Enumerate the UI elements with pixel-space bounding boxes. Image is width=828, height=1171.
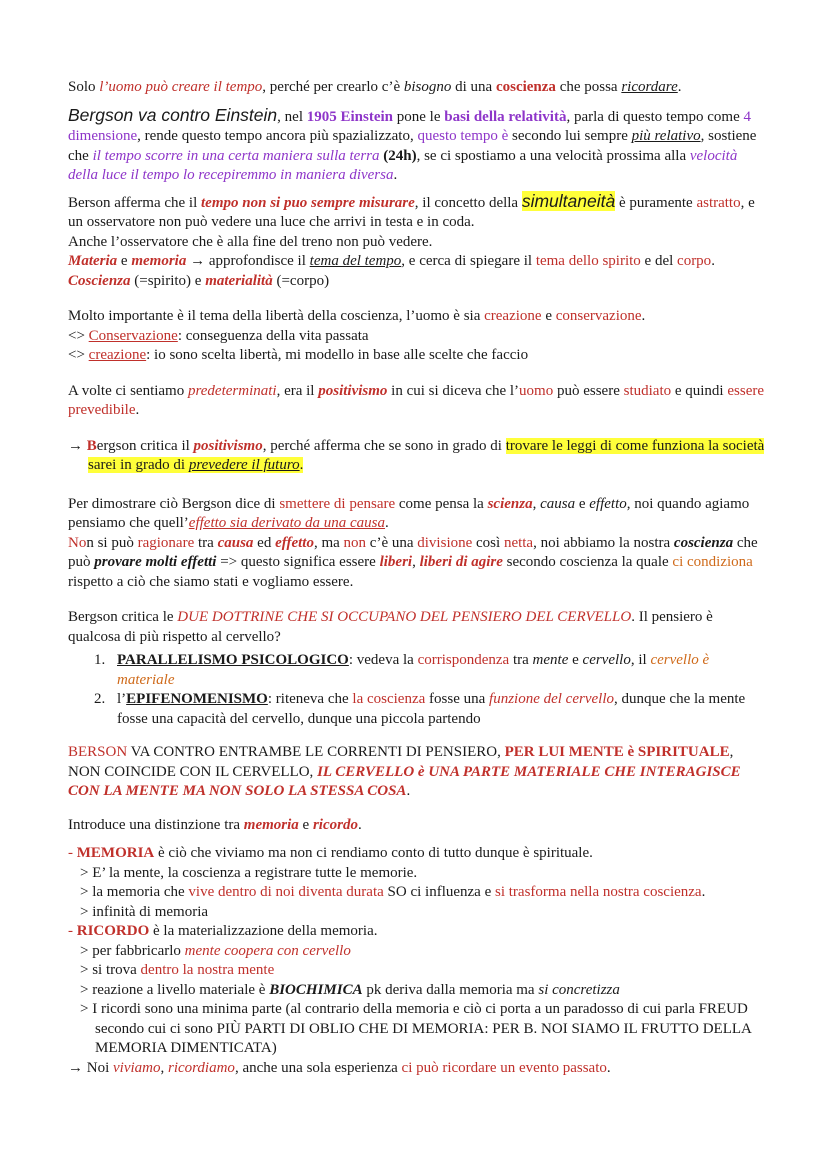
text: Molto importante è il tema della libertà della coscienza, l’uomo è sia bbox=[68, 308, 485, 324]
list-number: 1. bbox=[94, 652, 106, 668]
text: e bbox=[541, 308, 556, 324]
text: , noi abbiamo la nostra bbox=[533, 534, 674, 551]
text: DUE DOTTRINE CHE SI OCCUPANO DEL PENSIERO DEL CERVELLO bbox=[177, 609, 632, 625]
paragraph-positivismo bbox=[68, 382, 768, 421]
text: Conservazione bbox=[88, 327, 178, 344]
text: effetto bbox=[589, 495, 627, 512]
text: > la memoria che bbox=[80, 884, 189, 900]
text: . bbox=[135, 402, 140, 418]
text: come pensa la bbox=[395, 495, 488, 512]
text: ricordo bbox=[312, 816, 358, 833]
text: e bbox=[117, 253, 132, 269]
paragraph-creazione bbox=[68, 346, 768, 366]
text: Berson afferma che il bbox=[68, 194, 202, 211]
text: <> bbox=[68, 347, 89, 363]
text: , era il bbox=[276, 382, 319, 399]
text: essere prevedibile bbox=[68, 382, 765, 418]
memoria-point: > E’ la mente, la coscienza a registrare tutte le memorie. bbox=[80, 864, 418, 881]
text: coscienza bbox=[673, 534, 734, 551]
paragraph-distinzione bbox=[68, 816, 768, 836]
text: scienza bbox=[487, 495, 533, 512]
text: vive dentro di noi diventa durata bbox=[188, 884, 384, 900]
memoria-point: > infinità di memoria bbox=[80, 903, 209, 920]
text: di una bbox=[451, 79, 496, 95]
text: . Il pensiero è qualcosa di più rispetto al cervello? bbox=[68, 609, 713, 645]
text: l’uomo può creare il tempo bbox=[99, 79, 263, 95]
text: A volte ci sentiamo bbox=[68, 382, 188, 399]
arrow-icon: → bbox=[68, 1059, 87, 1076]
text: VA CONTRO ENTRAMBE LE CORRENTI DI PENSIERO, bbox=[127, 744, 505, 760]
text: . bbox=[641, 308, 646, 324]
text: (24h) bbox=[383, 147, 417, 164]
paragraph-conclusion bbox=[68, 1059, 768, 1079]
highlight-text: simultaneità bbox=[521, 190, 616, 211]
text: 4 dimensione bbox=[68, 108, 752, 144]
text: c’è una bbox=[366, 534, 418, 551]
text: <> bbox=[68, 327, 89, 344]
text: studiato bbox=[623, 382, 672, 399]
text: , e cerca di spiegare il bbox=[401, 253, 536, 269]
text: memoria bbox=[243, 816, 299, 833]
text: . bbox=[677, 79, 682, 95]
text: corrispondenza bbox=[417, 652, 510, 668]
ricordo-heading bbox=[68, 922, 768, 942]
text: 1905 Einstein bbox=[306, 108, 393, 125]
text: MEMORIA bbox=[76, 845, 155, 861]
text: => questo significa essere bbox=[216, 554, 380, 570]
text: SO ci influenza e bbox=[383, 884, 495, 900]
text: smettere di pensare bbox=[279, 495, 396, 512]
paragraph-time-creation bbox=[68, 78, 768, 98]
text: . bbox=[701, 884, 706, 900]
memoria-point bbox=[68, 883, 768, 903]
text: è la materializzazione della memoria. bbox=[149, 923, 378, 939]
list-item bbox=[68, 690, 768, 729]
text: : riteneva che bbox=[267, 691, 353, 707]
text: , noi quando agiamo pensiamo che quell’ bbox=[68, 495, 750, 531]
text: Noi bbox=[86, 1059, 113, 1076]
highlight-text: trovare le leggi di come funziona la società sarei in grado di bbox=[88, 437, 765, 473]
text: dentro la nostra mente bbox=[140, 962, 275, 978]
text: causa bbox=[217, 534, 254, 551]
list-number: 2. bbox=[94, 691, 106, 707]
text: può essere bbox=[553, 382, 624, 399]
text: > si trova bbox=[80, 962, 141, 978]
text: Materia bbox=[68, 253, 118, 269]
highlight-text: prevedere il futuro bbox=[188, 457, 300, 473]
text: IL CERVELLO è UNA PARTE MATERIALE CHE INTERAGISCE CON LA MENTE MA NON SOLO LA STESSA COSA bbox=[68, 763, 741, 799]
paragraph-simultaneity bbox=[68, 192, 768, 233]
list-item bbox=[68, 651, 768, 690]
paragraph-freedom bbox=[68, 307, 768, 327]
text: si trasforma nella nostra coscienza bbox=[495, 884, 702, 900]
text: . bbox=[357, 816, 362, 833]
text: ed bbox=[253, 534, 276, 551]
text: l’ bbox=[117, 691, 127, 707]
text: . bbox=[406, 783, 411, 799]
text: fosse una bbox=[425, 691, 490, 707]
text: pk deriva dalla memoria ma bbox=[362, 981, 539, 998]
ricordo-point: > I ricordi sono una minima parte (al contrario della memoria e ciò ci porta a un paradosso di cui parla FREUD secondo cui ci sono PIÙ PARTI DI OBLIO CHE DI MEMORIA: PER B. NOI SIAMO IL FRUTTO DELLA MEMORIA DIMENTICATA) bbox=[80, 1001, 752, 1056]
text: ragionare bbox=[137, 534, 195, 551]
text: , NON COINCIDE CON IL CERVELLO, bbox=[68, 744, 734, 780]
text: mente bbox=[532, 652, 569, 668]
paragraph-conservazione bbox=[68, 327, 768, 347]
text: BIOCHIMICA bbox=[269, 981, 363, 998]
doctrines-list bbox=[68, 651, 768, 729]
text: : conseguenza della vita passata bbox=[177, 327, 369, 344]
text: ricordare bbox=[621, 79, 678, 95]
text: è puramente bbox=[615, 194, 697, 211]
text: e quindi bbox=[671, 382, 728, 399]
text: è ciò che viviamo ma non ci rendiamo conto di tutto dunque è spirituale. bbox=[154, 845, 593, 861]
text: la coscienza bbox=[352, 691, 426, 707]
text: : io sono scelta libertà, mi modello in base alle scelte che faccio bbox=[146, 347, 529, 363]
text: Per dimostrare ciò Bergson dice di bbox=[68, 495, 280, 512]
text: , sostiene che bbox=[68, 128, 757, 164]
heading-text: Bergson va contro Einstein bbox=[68, 104, 278, 125]
paragraph-causa-effetto bbox=[68, 534, 768, 593]
text: , bbox=[412, 554, 420, 570]
text: corpo bbox=[677, 253, 712, 269]
text: e bbox=[298, 816, 313, 833]
text: liberi di agire bbox=[419, 554, 503, 570]
text: BERSON bbox=[68, 744, 128, 760]
text: e bbox=[575, 495, 590, 512]
paragraph-bergson-critica bbox=[68, 437, 768, 476]
text: , perché afferma che se sono in grado di bbox=[262, 437, 506, 454]
text: non bbox=[343, 534, 367, 551]
text: , se ci spostiamo a una velocità prossima alla bbox=[416, 147, 690, 164]
text: in cui si diceva che l’ bbox=[387, 382, 520, 399]
paragraph-einstein bbox=[68, 106, 768, 186]
text: rispetto a ciò che siamo stati e vogliamo essere. bbox=[68, 573, 354, 590]
text: e bbox=[568, 652, 583, 668]
arrow-icon: → bbox=[186, 253, 209, 269]
text: . bbox=[393, 167, 398, 183]
text: ergson critica il bbox=[96, 437, 194, 454]
text: , anche una sola esperienza bbox=[234, 1059, 402, 1076]
text: , il bbox=[630, 652, 651, 668]
text: effetto bbox=[275, 534, 314, 551]
text: , nel bbox=[277, 108, 307, 125]
text: - bbox=[68, 923, 77, 939]
text: PARALLELISMO PSICOLOGICO bbox=[117, 652, 349, 668]
text: tema dello spirito bbox=[535, 253, 641, 269]
text: > reazione a livello materiale è bbox=[80, 981, 270, 998]
text: materialità bbox=[205, 272, 273, 289]
text: che possa bbox=[555, 79, 622, 95]
text: liberi bbox=[379, 554, 413, 570]
paragraph-scienza bbox=[68, 495, 768, 534]
text: No bbox=[68, 534, 87, 551]
text: tempo non si puo sempre misurare bbox=[201, 194, 415, 211]
paragraph-due-dottrine bbox=[68, 608, 768, 647]
text: . bbox=[385, 515, 389, 531]
text: provare molti effetti bbox=[94, 554, 217, 570]
text: il tempo scorre in una certa maniera sulla terra bbox=[92, 147, 380, 164]
text: divisione bbox=[417, 534, 473, 551]
text: EPIFENOMENISMO bbox=[126, 691, 268, 707]
text: , rende questo tempo ancora più spazializzato, bbox=[137, 128, 418, 144]
paragraph-observer: Anche l’osservatore che è alla fine del treno non può vedere. bbox=[68, 233, 433, 250]
text: più relativo bbox=[631, 128, 701, 144]
text: RICORDO bbox=[76, 923, 150, 939]
text: ci condiziona bbox=[672, 554, 753, 570]
text: > per fabbricarlo bbox=[80, 942, 185, 959]
text: creazione bbox=[484, 308, 542, 324]
text: B bbox=[86, 437, 97, 454]
text: positivismo bbox=[193, 437, 263, 454]
paragraph-berson-contro bbox=[68, 743, 768, 802]
text: . bbox=[606, 1059, 611, 1076]
text: uomo bbox=[519, 382, 554, 399]
ricordo-point bbox=[68, 942, 768, 962]
text: n si può bbox=[86, 534, 138, 551]
highlight-text: . bbox=[299, 457, 304, 473]
text: questo tempo è bbox=[417, 128, 509, 144]
text: : vedeva la bbox=[348, 652, 418, 668]
document-page bbox=[68, 78, 768, 1078]
text: predeterminati bbox=[187, 382, 277, 399]
text: tra bbox=[509, 652, 533, 668]
text: memoria bbox=[131, 253, 187, 269]
text: mente coopera con cervello bbox=[184, 942, 351, 959]
text: , perché per crearlo c’è bbox=[262, 79, 404, 95]
text: funzione del cervello bbox=[489, 691, 614, 707]
text: tra bbox=[194, 534, 218, 551]
text: conservazione bbox=[555, 308, 642, 324]
text: così bbox=[472, 534, 504, 551]
text: , bbox=[532, 495, 541, 512]
text: Solo bbox=[68, 79, 100, 95]
text: astratto bbox=[696, 194, 741, 211]
text: creazione bbox=[88, 347, 147, 363]
text: , il concetto della bbox=[414, 194, 522, 211]
arrow-icon: → bbox=[68, 437, 87, 454]
text: netta bbox=[503, 534, 534, 551]
ricordo-point bbox=[68, 981, 768, 1001]
text: cervello bbox=[582, 652, 631, 668]
text: basi della relatività bbox=[444, 108, 567, 125]
text: si concretizza bbox=[538, 981, 620, 998]
text: viviamo bbox=[113, 1059, 161, 1076]
text: , dunque che la mente fosse una capacità del cervello, dunque una piccola partendo bbox=[117, 691, 746, 727]
text: pone le bbox=[393, 108, 445, 125]
text: ci può ricordare un evento passato bbox=[401, 1059, 607, 1076]
text: Introduce una distinzione tra bbox=[68, 816, 244, 833]
text: positivismo bbox=[318, 382, 388, 399]
text: , parla di questo tempo come bbox=[566, 108, 744, 125]
text: approfondisce il bbox=[208, 253, 310, 269]
text: ricordiamo bbox=[167, 1059, 235, 1076]
ricordo-point bbox=[68, 961, 768, 981]
text: bisogno bbox=[403, 79, 452, 95]
text: , ma bbox=[313, 534, 344, 551]
memoria-heading bbox=[68, 844, 768, 864]
paragraph-materia-memoria bbox=[68, 252, 768, 291]
text: , bbox=[160, 1059, 168, 1076]
text: effetto sia derivato da una causa bbox=[188, 515, 386, 531]
text: . bbox=[711, 253, 715, 269]
text: - bbox=[68, 845, 77, 861]
text: Bergson critica le bbox=[68, 609, 178, 625]
text: coscienza bbox=[495, 79, 556, 95]
text: causa bbox=[540, 495, 576, 512]
text: (=corpo) bbox=[272, 272, 330, 289]
text: secondo lui sempre bbox=[508, 128, 632, 144]
text: PER LUI MENTE è SPIRITUALE bbox=[504, 744, 730, 760]
text: secondo coscienza la quale bbox=[502, 554, 673, 570]
text: , e un osservatore non può vedere una luce che arrivi in testa e in coda. bbox=[68, 194, 755, 230]
text: Coscienza bbox=[68, 272, 131, 289]
text: tema del tempo bbox=[309, 253, 402, 269]
text: e del bbox=[640, 253, 678, 269]
text: velocità della luce il tempo lo recepiremmo in maniera diversa bbox=[68, 147, 738, 183]
text: che può bbox=[68, 534, 758, 570]
text: cervello è materiale bbox=[117, 652, 710, 688]
text: (=spirito) e bbox=[130, 272, 206, 289]
